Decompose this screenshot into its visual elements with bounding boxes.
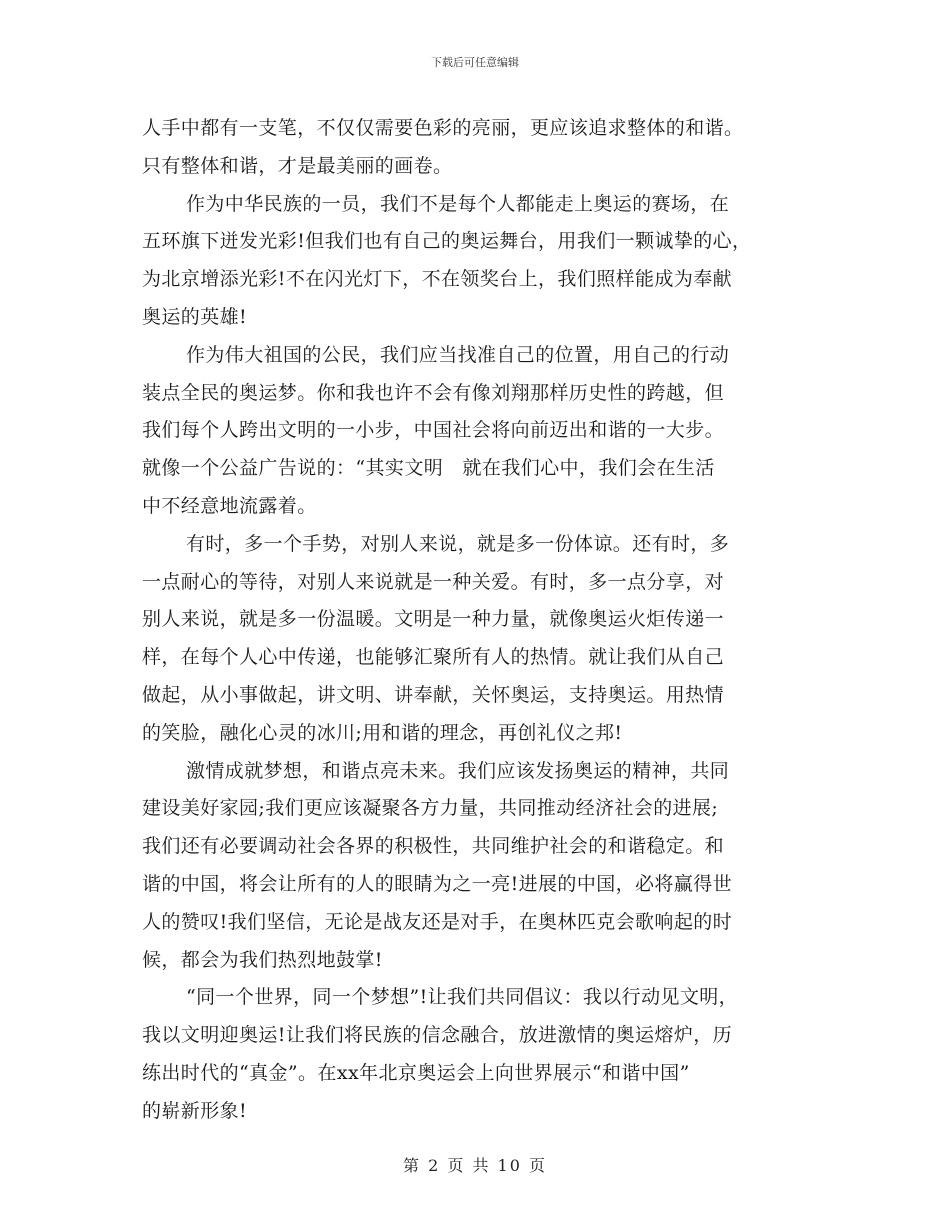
text-line: 建设美好家园;我们更应该凝聚各方力量，共同推动经济社会的进展; bbox=[142, 797, 719, 820]
text-line: 别人来说，就是多一份温暖。文明是一种力量，就像奥运火炬传递一 bbox=[142, 608, 725, 631]
page-header: 下载后可任意编辑 bbox=[431, 56, 519, 69]
text-line: 中不经意地流露着。 bbox=[142, 494, 317, 517]
text-line: 的笑脸，融化心灵的冰川;用和谐的理念，再创礼仪之邦! bbox=[142, 721, 623, 744]
text-line: 我以文明迎奥运!让我们将民族的信念融合，放进激情的奥运熔炉，历 bbox=[142, 1024, 733, 1047]
text-line: 人手中都有一支笔，不仅仅需要色彩的亮丽，更应该追求整体的和谐。 bbox=[142, 117, 744, 139]
text-line: 人的赞叹!我们坚信，无论是战友还是对手，在奥林匹克会歌响起的时 bbox=[142, 910, 733, 933]
text-line: 我们每个人跨出文明的一小步，中国社会将向前迈出和谐的一大步。 bbox=[142, 419, 725, 442]
text-line: 奥运的英雄! bbox=[142, 305, 248, 328]
text-line: 候，都会为我们热烈地鼓掌! bbox=[142, 948, 383, 971]
text-line: 我们还有必要调动社会各界的积极性，共同维护社会的和谐稳定。和 bbox=[142, 835, 725, 858]
document-body bbox=[142, 110, 822, 1131]
page-number-footer: 第 2 页 共 10 页 bbox=[403, 1156, 547, 1175]
text-line: 装点全民的奥运梦。你和我也许不会有像刘翔那样历史性的跨越，但 bbox=[142, 381, 725, 404]
text-line: 样，在每个人心中传递，也能够汇聚所有人的热情。就让我们从自己 bbox=[142, 646, 725, 669]
text-line: 为北京增添光彩!不在闪光灯下，不在领奖台上，我们照样能成为奉献 bbox=[142, 268, 733, 291]
text-line: 只有整体和谐，才是最美丽的画卷。 bbox=[142, 154, 453, 177]
text-line: 作为中华民族的一员，我们不是每个人都能走上奥运的赛场，在 bbox=[186, 192, 730, 215]
text-line: 谐的中国，将会让所有的人的眼睛为之一亮!进展的中国，必将赢得世 bbox=[142, 872, 733, 895]
text-line: 一点耐心的等待，对别人来说就是一种关爱。有时，多一点分享，对 bbox=[142, 570, 725, 593]
text-line: 有时，多一个手势，对别人来说，就是多一份体谅。还有时，多 bbox=[186, 532, 730, 555]
text-line: 就像一个公益广告说的：“其实文明 就在我们心中，我们会在生活 bbox=[142, 457, 715, 480]
text-line: “同一个世界，同一个梦想”!让我们共同倡议：我以行动见文明， bbox=[186, 986, 739, 1009]
text-line: 激情成就梦想，和谐点亮未来。我们应该发扬奥运的精神，共同 bbox=[186, 759, 730, 782]
text-line: 的崭新形象! bbox=[142, 1099, 248, 1122]
text-line: 做起，从小事做起，讲文明、讲奉献，关怀奥运，支持奥运。用热情 bbox=[142, 683, 725, 706]
text-line: 五环旗下迸发光彩!但我们也有自己的奥运舞台，用我们一颗诚挚的心， bbox=[142, 230, 752, 253]
text-line: 练出时代的“真金”。在xx年北京奥运会上向世界展示“和谐中国” bbox=[142, 1061, 690, 1084]
text-line: 作为伟大祖国的公民，我们应当找准自己的位置，用自己的行动 bbox=[186, 343, 730, 366]
